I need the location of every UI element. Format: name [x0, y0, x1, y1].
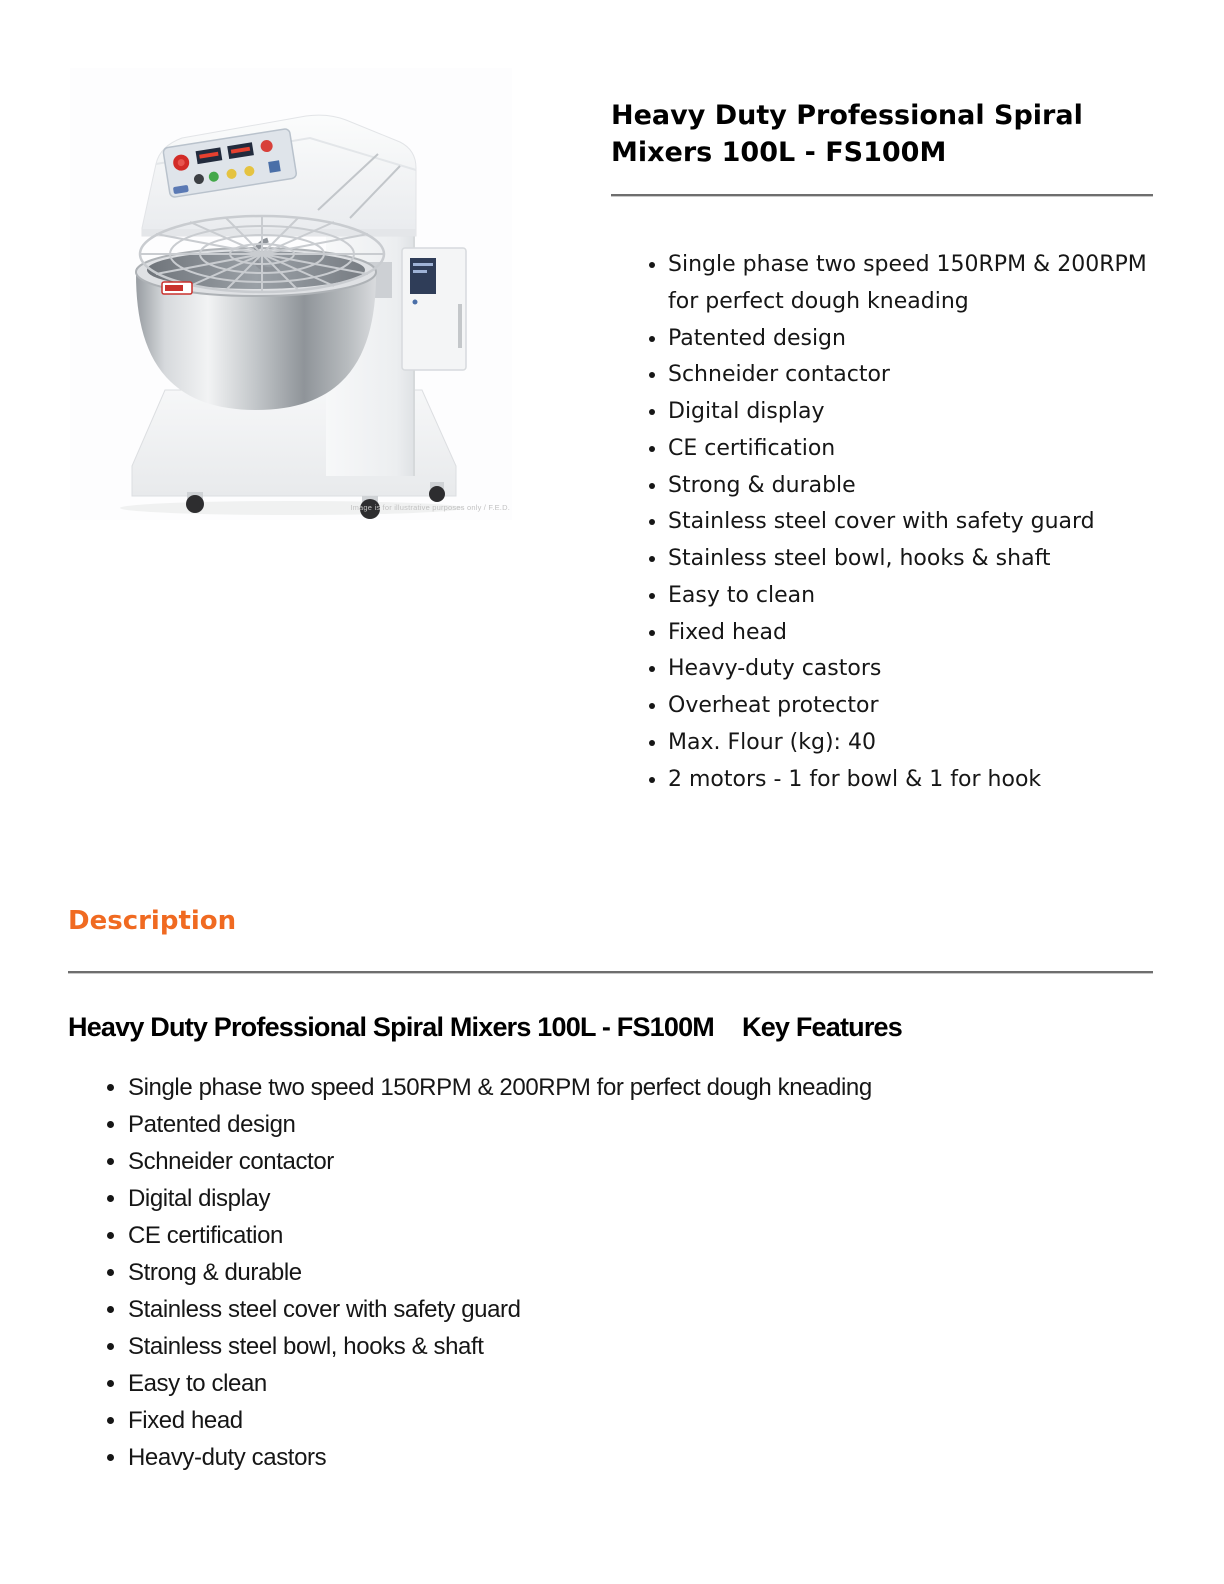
side-control-box: [402, 248, 466, 370]
key-features-product-name: Heavy Duty Professional Spiral Mixers 100L - FS100M: [68, 1012, 714, 1042]
feature-item: • Stainless steel bowl, hooks & shaft: [128, 1328, 1153, 1365]
brand-label: [162, 282, 192, 294]
feature-item: • Heavy-duty castors: [668, 651, 1153, 688]
description-heading: Description: [68, 906, 237, 936]
feature-item: • CE certification: [668, 431, 1153, 468]
feature-item: • Patented design: [668, 321, 1153, 358]
feature-item: • Stainless steel cover with safety guard: [128, 1291, 1153, 1328]
feature-item: • Stainless steel bowl, hooks & shaft: [668, 541, 1153, 578]
feature-item: • Fixed head: [128, 1402, 1153, 1439]
title-divider: [611, 194, 1153, 197]
safety-guard: [140, 216, 384, 292]
feature-item: • Digital display: [668, 394, 1153, 431]
feature-item: • Single phase two speed 150RPM & 200RPM for perfect dough kneading: [668, 247, 1153, 321]
feature-item: • Fixed head: [668, 615, 1153, 652]
feature-list-bottom: [68, 1069, 1153, 1476]
key-features-label: Key Features: [742, 1012, 902, 1042]
feature-list-top: [611, 247, 1153, 798]
feature-item: • Easy to clean: [668, 578, 1153, 615]
description-divider: [68, 971, 1153, 974]
feature-item: • Strong & durable: [668, 468, 1153, 505]
description-section: [68, 905, 1153, 1476]
feature-item: • Strong & durable: [128, 1254, 1153, 1291]
feature-item: • Stainless steel cover with safety guard: [668, 504, 1153, 541]
feature-item: • Digital display: [128, 1180, 1153, 1217]
product-title: Heavy Duty Professional Spiral Mixers 100L - FS100M: [611, 100, 1083, 168]
product-image: [70, 68, 512, 520]
spiral-mixer-illustration: [70, 68, 512, 520]
key-features-heading: [68, 1010, 1153, 1044]
feature-item: • Max. Flour (kg): 40: [668, 725, 1153, 762]
image-disclaimer-caption: Image is for illustrative purposes only / F.E.D.: [350, 503, 510, 512]
product-summary: [611, 97, 1153, 798]
feature-item: • Overheat protector: [668, 688, 1153, 725]
feature-item: • Schneider contactor: [128, 1143, 1153, 1180]
feature-item: • CE certification: [128, 1217, 1153, 1254]
feature-item: • Easy to clean: [128, 1365, 1153, 1402]
feature-item: • Heavy-duty castors: [128, 1439, 1153, 1476]
feature-item: • Single phase two speed 150RPM & 200RPM for perfect dough kneading: [128, 1069, 1153, 1106]
feature-item: • Schneider contactor: [668, 357, 1153, 394]
feature-item: • 2 motors - 1 for bowl & 1 for hook: [668, 762, 1153, 799]
feature-item: • Patented design: [128, 1106, 1153, 1143]
